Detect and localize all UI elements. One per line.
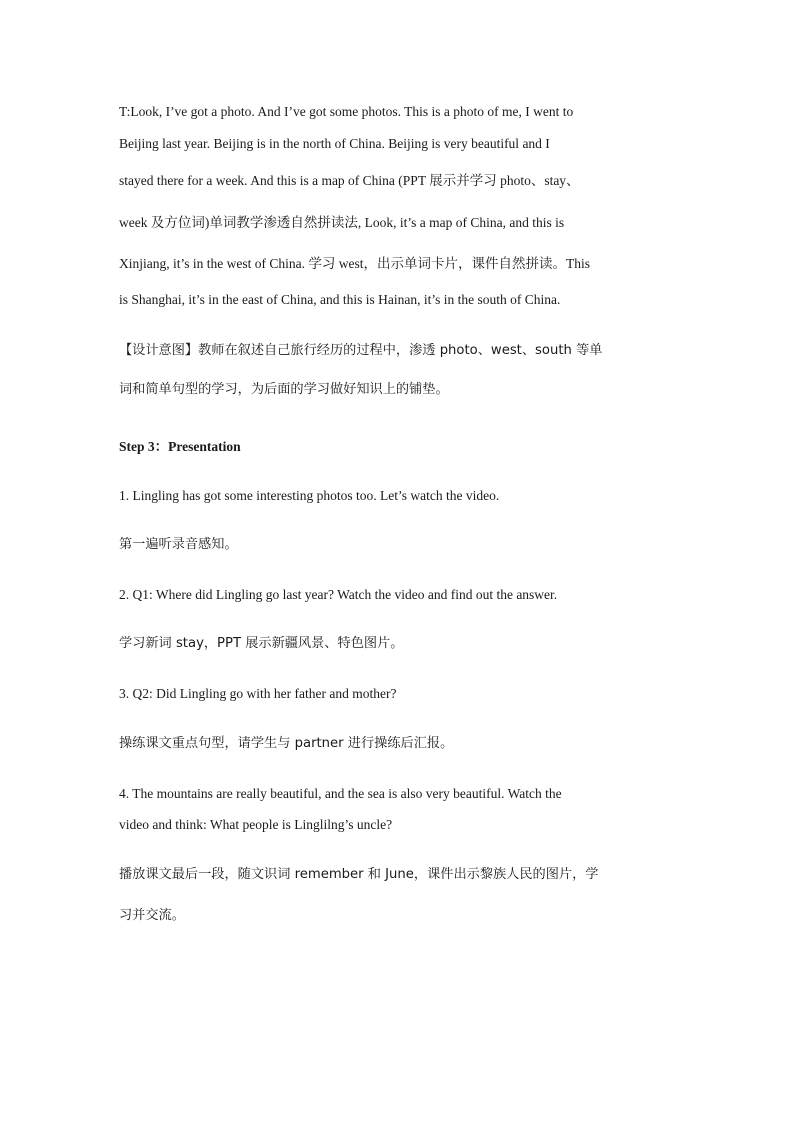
intro-line-5: Xinjiang, it’s in the west of China. 学习 west，出示单词卡片，课件自然拼读。This bbox=[119, 256, 590, 271]
intro-line-4: week 及方位词)单词教学渗透自然拼读法, Look, it’s a map of China, and this is bbox=[119, 215, 565, 230]
step3-item-10: 习并交流。 bbox=[119, 908, 185, 923]
intro-line-3: stayed there for a week. And this is a map of China (PPT 展示并学习 photo、stay、 bbox=[119, 173, 580, 188]
intro-line-1: T:Look, I’ve got a photo. And I’ve got some photos. This is a photo of me, I went to bbox=[119, 104, 574, 119]
step3-item-2: 第一遍听录音感知。 bbox=[119, 537, 238, 552]
design-intent-line-1: 【设计意图】教师在叙述自己旅行经历的过程中，渗透 photo、west、south 等单 bbox=[119, 343, 603, 358]
design-intent-line-2: 词和简单句型的学习，为后面的学习做好知识上的铺垫。 bbox=[119, 382, 449, 397]
step3-item-7: 4. The mountains are really beautiful, and the sea is also very beautiful. Watch the bbox=[119, 786, 562, 801]
step3-item-6: 操练课文重点句型，请学生与 partner 进行操练后汇报。 bbox=[119, 736, 454, 751]
step3-heading: Step 3：Presentation bbox=[119, 439, 241, 454]
step3-item-5: 3. Q2: Did Lingling go with her father and mother? bbox=[119, 686, 397, 701]
step3-item-3: 2. Q1: Where did Lingling go last year? Watch the video and find out the answer. bbox=[119, 587, 558, 602]
step3-item-9: 播放课文最后一段，随文识词 remember 和 June，课件出示黎族人民的图片，学 bbox=[119, 867, 599, 882]
intro-line-6: is Shanghai, it’s in the east of China, and this is Hainan, it’s in the south of China. bbox=[119, 292, 561, 307]
step3-item-8: video and think: What people is Linglilng’s uncle? bbox=[119, 817, 393, 832]
step3-item-1: 1. Lingling has got some interesting photos too. Let’s watch the video. bbox=[119, 488, 500, 503]
step3-item-4: 学习新词 stay，PPT 展示新疆风景、特色图片。 bbox=[119, 636, 404, 651]
intro-line-2: Beijing last year. Beijing is in the north of China. Beijing is very beautiful and I bbox=[119, 136, 550, 151]
